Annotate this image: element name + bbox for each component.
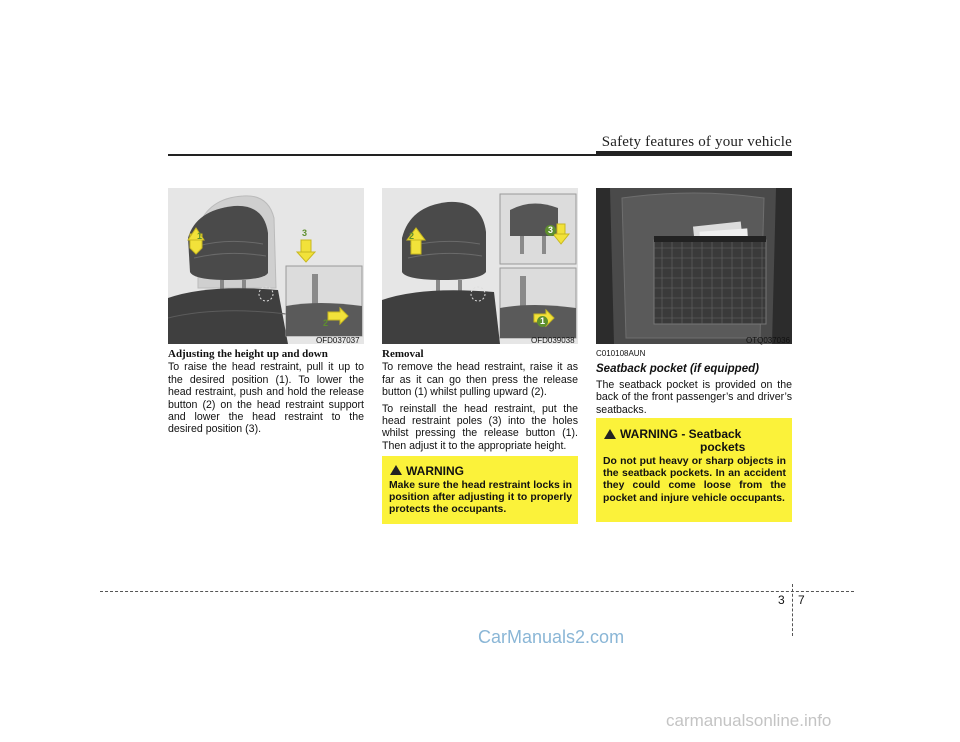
warning-title-continued: pockets	[700, 440, 746, 454]
figure-code: OFD037037	[316, 336, 360, 345]
section-heading: Removal	[382, 348, 424, 360]
callout-1: 1	[197, 231, 203, 241]
page-number: 7	[798, 593, 805, 607]
body-paragraph: To remove the head restraint, raise it as far as it can go then press the release button (1) whilst pulling upward (2).	[382, 361, 578, 399]
head-restraint-removal-illustration	[382, 188, 578, 344]
callout-1: 1	[537, 316, 548, 327]
warning-title: WARNING - Seatback	[620, 427, 742, 441]
section-removal	[382, 348, 578, 452]
section-heading: Adjusting the height up and down	[168, 348, 328, 360]
figure-head-restraint-removal	[382, 188, 578, 344]
body-paragraph: The seatback pocket is provided on the back of the front passenger’s and driver’s seatbacks.	[596, 378, 792, 416]
figure-head-restraint-height	[168, 188, 364, 344]
callout-2: 2	[409, 231, 415, 241]
header-rule-accent	[596, 151, 792, 156]
running-header: Safety features of your vehicle	[601, 134, 792, 150]
callout-2: 2	[323, 318, 329, 328]
chapter-number: 3	[778, 593, 785, 607]
footer-rule	[100, 591, 854, 592]
section-adjust-height	[168, 348, 364, 436]
callout-3: 3	[302, 228, 308, 238]
seatback-pocket-illustration	[596, 188, 792, 344]
footer-page-divider	[792, 584, 793, 636]
callout-3: 3	[545, 225, 556, 236]
warning-box	[382, 456, 578, 524]
body-paragraph: To reinstall the head restraint, put the head restraint poles (3) into the holes whilst pressing the release button (1). Then adjust it to the appropriate height.	[382, 402, 578, 452]
figure-code: OFD039038	[531, 336, 575, 345]
warning-triangle-icon	[604, 429, 616, 439]
figure-code: OTQ037036	[746, 336, 791, 345]
figure-seatback-pocket	[596, 188, 792, 344]
warning-box	[596, 418, 792, 522]
body-paragraph: To raise the head restraint, pull it up to the desired position (1). To lower the head restraint, push and hold the release button (2) on the head restraint support and lower the head restraint to the desired position (3).	[168, 361, 364, 436]
warning-title: WARNING	[406, 464, 464, 478]
section-code: C010108AUN	[596, 349, 646, 358]
warning-triangle-icon	[390, 465, 402, 475]
section-seatback-pocket	[596, 348, 792, 416]
watermark-link[interactable]: CarManuals2.com	[478, 627, 625, 647]
warning-body: Do not put heavy or sharp objects in the seatback pockets. In an accident they could come loose from the pocket and injure vehicle occupants.	[603, 456, 786, 504]
watermark-text: carmanualsonline.info	[666, 711, 832, 730]
head-restraint-illustration	[168, 188, 364, 344]
warning-body: Make sure the head restraint locks in position after adjusting it to properly protects the occupants.	[389, 480, 572, 516]
section-heading: Seatback pocket (if equipped)	[596, 363, 759, 376]
